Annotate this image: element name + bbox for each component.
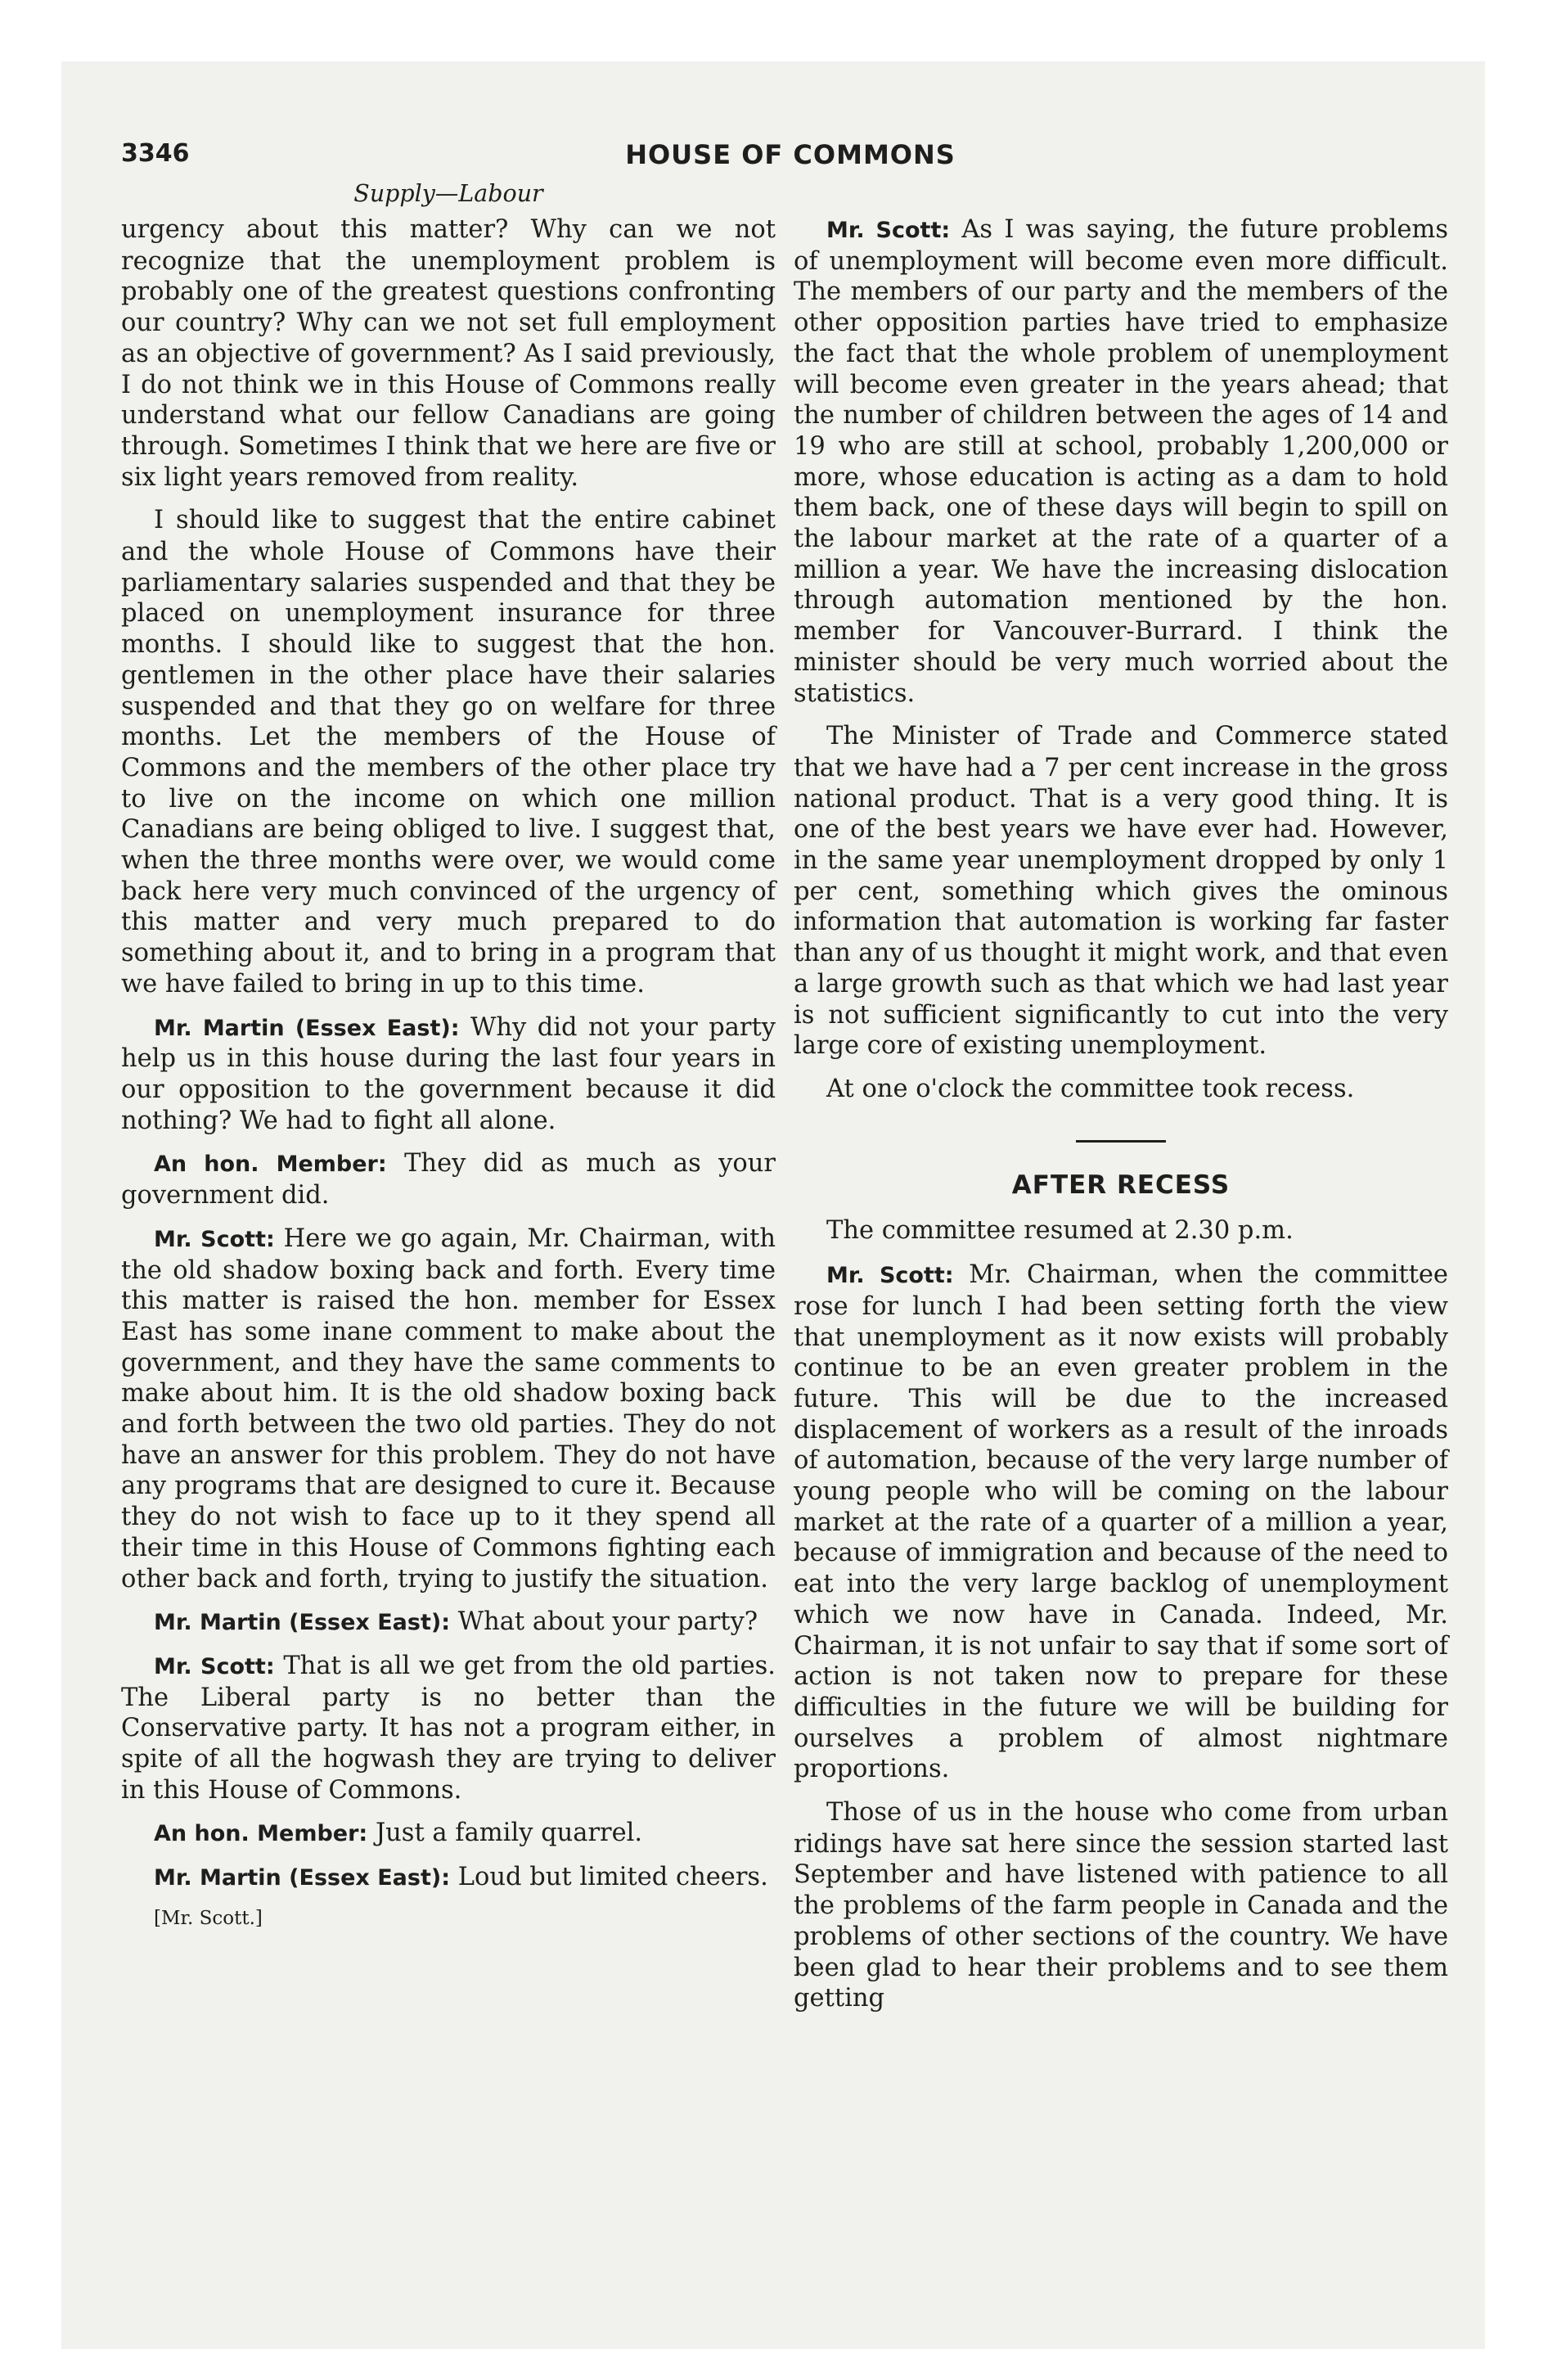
paragraph (121, 1224, 776, 1594)
paragraph (794, 1797, 1448, 2014)
paragraph (121, 1012, 776, 1137)
page-number: 3346 (121, 139, 190, 168)
page-header (121, 139, 1460, 177)
paragraph-text: urgency about this matter? Why can we not recognize that the unemployment problem is probably one of the greatest questions confronting our country? Why can we not set full employment as an objective of government? As I said previously, I do not think we in this House of Commons really understand what our fellow Canadians are going through. Sometimes I think that we here are five or six light years removed from reality. (121, 215, 776, 492)
paragraph (121, 1607, 776, 1639)
speaker-signature: [Mr. Scott.] (154, 1907, 263, 1929)
hansard-page (121, 139, 1460, 2349)
speaker-name: Mr. Scott: (826, 1263, 954, 1289)
speaker-name: An hon. Member: (154, 1152, 387, 1178)
speaker-name: Mr. Scott: (826, 218, 951, 243)
paragraph-text: The Minister of Trade and Commerce stated that we have had a 7 per cent increase in the gross national product. That is a very good thing. It is one of the best years we have ever had. However, in the same year unemployment dropped by only 1 per cent, something which gives the ominous information that automation is working far faster than any of us thought it might work, and that even a large growth such as that which we had last year is not sufficient significantly to cut into the very large core of existing unemployment. (794, 722, 1449, 1061)
speaker-name: Mr. Martin (Essex East): (154, 1610, 451, 1636)
right-column (794, 214, 1448, 2026)
paragraph-text: I should like to suggest that the entire cabinet and the whole House of Commons have their parliamentary salaries suspended and that they be placed on unemployment insurance for three months. I should like to suggest that the hon. gentlemen in the other place have their salaries suspended and that they go on welfare for three months. Let the members of the House of Commons and the members of the other place try to live on the income on which one million Canadians are being obliged to live. I suggest that, when the three months were over, we would come back here very much convinced of the urgency of this matter and very much prepared to do something about it, and to bring in a program that we have failed to bring in up to this time. (121, 506, 776, 998)
paragraph (121, 1818, 776, 1850)
paragraph-text: Here we go again, Mr. Chairman, with the old shadow boxing back and forth. Every time this matter is raised the hon. member for Essex East has some inane comment to make about the government, and they have the same comments to make about him. It is the old shadow boxing back and forth between the two old parties. They do not have an answer for this problem. They do not have any programs that are designed to cure it. Because they do not wish to face up to it they spend all their time in this House of Commons fighting each other back and forth, trying to justify the situation. (121, 1224, 776, 1593)
paragraph-text: Those of us in the house who come from urban ridings have sat here since the session started last September and have listened with patience to all the problems of the farm people in Canada and the problems of other sections of the country. We have been glad to hear their problems and to see them getting (794, 1798, 1448, 2013)
paragraph (794, 1260, 1448, 1785)
paragraph (121, 214, 776, 493)
paragraph-text: That is all we get from the old parties. The Liberal party is no better than the Conservative party. It has not a program either, in spite of all the hogwash they are trying to deliver in this House of Commons. (121, 1651, 776, 1805)
paragraph (121, 1148, 776, 1210)
speaker-name: An hon. Member: (154, 1821, 368, 1847)
paragraph (121, 1862, 776, 1894)
paragraph (794, 214, 1448, 709)
paragraph (794, 1215, 1448, 1247)
left-column (121, 214, 776, 1931)
paragraph-text: Loud but limited cheers. (457, 1863, 768, 1892)
paragraph (121, 505, 776, 999)
after-recess-heading: AFTER RECESS (1011, 1170, 1231, 1200)
paragraph-text: What about your party? (457, 1607, 758, 1637)
paragraph-text: Why did not your party help us in this house during the last four years in our opposition to the government because it did nothing? We had to fight all alone. (121, 1012, 776, 1135)
paragraph-text: At one o'clock the committee took recess. (826, 1074, 1355, 1103)
running-title: HOUSE OF COMMONS (625, 139, 956, 170)
paragraph (794, 721, 1448, 1062)
speaker-name: Mr. Scott: (154, 1226, 275, 1252)
paragraph-text: As I was saying, the future problems of unemployment will become even more difficult. The members of our party and the members of the other opposition parties have tried to emphasize the fact that the whole problem of unemployment will become even greater in the years ahead; that the number of children between the ages of 14 and 19 who are still at school, probably 1,200,000 or more, whose education is acting as a dam to hold them back, one of these days will begin to spill on the labour market at the rate of a quarter of a million a year. We have the increasing dislocation through automation mentioned by the hon. member for Vancouver-Burrard. I think the minister should be very much worried about the statistics. (794, 215, 1448, 708)
speaker-name: Mr. Scott: (154, 1653, 275, 1679)
paragraph-text: They did as much as your government did. (121, 1149, 776, 1210)
speaker-name: Mr. Martin (Essex East): (154, 1015, 460, 1041)
paragraph (794, 1074, 1448, 1106)
paragraph-text: Mr. Chairman, when the committee rose for lunch I had been setting forth the view that unemployment as it now exists will probably continue to be an even greater problem in the future. This will be due to the increased displacement of workers as a result of the inroads of automation, because of the very large number of young people who will be coming on the labour market at the rate of a quarter of a million a year, because of immigration and because of the need to eat into the very large backlog of unemployment which we now have in Canada. Indeed, Mr. Chairman, it is not unfair to say that if some sort of action is not taken now to prepare for these difficulties in the future we will be building for ourselves a problem of almost nightmare proportions. (794, 1260, 1448, 1784)
section-divider (1076, 1140, 1166, 1143)
speaker-name: Mr. Martin (Essex East): (154, 1865, 451, 1891)
paragraph (121, 1651, 776, 1806)
paragraph-text: The committee resumed at 2.30 p.m. (826, 1216, 1294, 1246)
section-heading: Supply—Labour (353, 180, 543, 207)
paragraph-text: Just a family quarrel. (375, 1819, 643, 1848)
